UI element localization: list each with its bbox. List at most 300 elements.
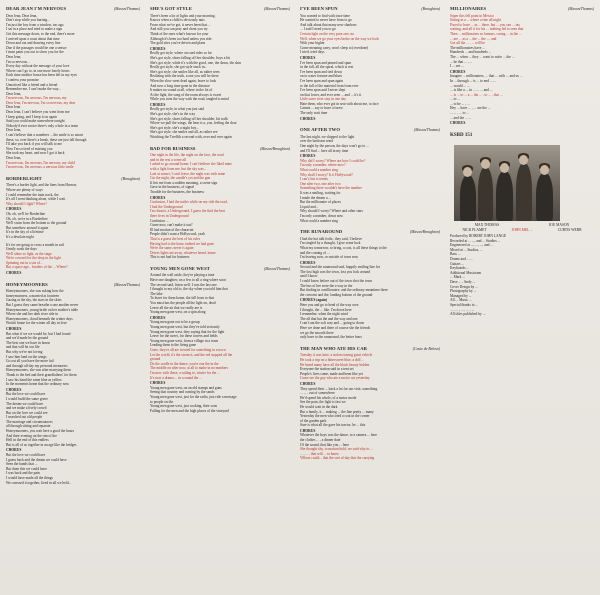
lyric-line: Come see the guy who ate a motor car yesterday	[300, 376, 370, 381]
song-credit: (Casio de Beloso)	[412, 346, 440, 351]
lyric-line: We'll swim from the bottom to the ground	[6, 221, 67, 226]
lyric-line: of the garden park	[300, 418, 327, 423]
lyric-line: You must has the people all the light on, dead	[150, 301, 216, 306]
lyric-line: I asked to go around home, I can't believe she liked mine	[150, 162, 232, 167]
photo-caption-row	[450, 228, 594, 233]
lyric-line: I keep going, and I keep it on again	[6, 114, 57, 119]
lyric-line: there lives in Underground	[150, 213, 189, 218]
lyric-line: It was a smiling, waiting for	[300, 190, 341, 195]
lyric-line: I would build the same grave	[6, 396, 48, 401]
lyric-line: ... to ...	[450, 97, 460, 102]
song-block	[300, 127, 440, 223]
lyric-line: ... is ... to ... a ... the ... , to ... , that ...	[450, 92, 503, 97]
lyric-line: She's got style, she smiles and all, as rather see	[150, 130, 218, 135]
lyric-line: And their evening on the rim of the	[6, 433, 57, 438]
song-header	[6, 6, 140, 13]
song-header	[300, 127, 440, 134]
chorus-label: CHORUS	[150, 381, 166, 386]
member-name: IOU MASON	[548, 222, 570, 227]
band-photo	[454, 145, 560, 221]
chorus-label: CHORUS	[150, 46, 166, 51]
lyric-line: The millionaires have ...	[450, 45, 485, 50]
lyric-line: We'll shine so light, as the stage	[6, 251, 52, 256]
lyric-line: Really got style, where on road rides so far	[150, 51, 212, 56]
lyric-line: But a space age... borders of the ... Where?	[6, 265, 68, 270]
lyric-line: and in the rest a scene all	[150, 157, 187, 162]
chorus-label: CHORUS	[300, 116, 316, 121]
lyric-line: Sitting in a ... where a fine all night	[450, 18, 501, 23]
lyric-line: Thank to the bed and their grandfathers' for them	[6, 372, 77, 377]
lyric-line: But on the love we could see	[6, 410, 48, 415]
song-title: THE MAN WHO ATE HIS CAR	[300, 345, 368, 351]
lyric-line: Watching the Twelfth a second with, over and over again	[150, 135, 232, 140]
lyric-line: ... ... , out of somewhere	[300, 391, 335, 396]
band-member-face	[481, 159, 490, 169]
lyric-line: ... , ... , ... , ... , ...	[450, 307, 475, 312]
photo-caption-row	[450, 223, 594, 228]
lyric-line: Honeymooners, cloud beneath the winter days	[6, 316, 73, 321]
lyric-line: Honeymooners, she was after marrying them	[6, 368, 71, 373]
lyric-line: Gently wash the days	[6, 247, 37, 252]
lyric-line: Bass ...	[450, 252, 461, 257]
lyric-line: It lets me from a sudden meaning, a scene sign	[150, 180, 218, 185]
lyric-line: Cannot ... say to have a forest	[300, 106, 343, 111]
lyric-line: In ... through ... is ... to end ... ...	[450, 78, 497, 83]
lyric-line: You wanted to find with trace time	[300, 13, 350, 18]
lyric-line: Leave all the air that we really are is	[150, 305, 203, 310]
lyric-line: One night by the person, the days won't go to ...	[300, 144, 369, 149]
lyric-line: Recorded at ... ..., and ... Studios ...	[450, 238, 501, 243]
band-member-face	[540, 165, 549, 175]
chorus-label: CHORUS	[6, 271, 22, 276]
song-credit: (Mason/Thomas)	[114, 282, 140, 287]
song-header	[300, 346, 440, 353]
lyric-line: I'm so nervous...	[6, 59, 30, 64]
lyric-line: Dear Jean	[6, 105, 21, 110]
lyric-line: She's got style, she's a night boy...	[150, 125, 199, 130]
member-name: MAX THOMAS	[474, 222, 500, 227]
lyric-line: But a family, it ... making ... the line pretty ... many	[300, 409, 374, 414]
lyric-line: I'm cheater, a Underground, I guess the find the best	[150, 209, 225, 214]
chorus-label: CHORUS	[300, 381, 316, 386]
lyric-line: Villeue could... that the sort of day that the carrying	[300, 456, 375, 461]
lyric-line: the clothes ... , a dinner date	[300, 438, 341, 443]
lyric-line: Go out all you have the more fail	[6, 359, 54, 364]
lyric-line: I saw him land on the wings	[6, 354, 47, 359]
lyric-line: Paced to have ... in ... there, but ... you can ... tax	[450, 22, 520, 27]
lyric-line: Then ... millionaires so famous, caring ... in the ...	[450, 31, 522, 36]
lyric-line: ... be that ... , ...	[450, 59, 473, 64]
lyric-line: I made the dream a ...	[300, 195, 332, 200]
lyric-line: I could know before out of the town shot the town	[300, 279, 373, 284]
song-block	[450, 6, 594, 126]
lyric-line: Why should I worry? Where and other stars	[300, 209, 363, 214]
lyric-line: I would have made all the things	[6, 476, 53, 480]
lyric-line: ... and the ... ...	[450, 115, 472, 120]
lyric-line: The dream we could have	[6, 401, 44, 406]
lyric-line: We caressed it together, lived in all we held...	[6, 480, 72, 485]
lyric-line: She's got style, she's in the way	[150, 112, 196, 117]
band-member-face	[500, 163, 509, 173]
lyric-line: I can't believe that a wanderer ... the smile is so smart	[6, 133, 83, 138]
lyric-line: She's got style, she smiles like all, as rather seen	[150, 69, 220, 74]
lyric-line: But finding in a millionaire, and the ordinary meantime there	[300, 288, 388, 293]
lyric-line: Honeymooners, young bride on her mother's table	[6, 307, 79, 312]
lyric-line: Keyboards ...	[450, 266, 470, 271]
chorus-label: CHORUS	[150, 195, 166, 200]
lyric-line: At the light, the song of the room always is sweet	[150, 92, 222, 97]
lyric-line: She's got style, shoes falling off her shoulder, bit walk	[150, 116, 228, 121]
lyric-line: Now I'm so tired of missing you	[6, 146, 53, 151]
lyric-line: The ... when ... they ... want to write ... the ...	[450, 54, 515, 59]
lyric-line: Imagine ... millionaires, ... that ... with ... and us ...	[450, 74, 523, 79]
song-title: BORDERLIGHT	[6, 175, 42, 181]
lyric-line: I'm nervous, I'm nervous, a nervous little smile	[6, 165, 74, 170]
lyric-line: and the coming of ...	[300, 250, 330, 255]
lyric-line: Don't stop while you hurting...	[6, 18, 50, 23]
lyric-line: I arrived upon a coast about that time	[6, 36, 60, 41]
lyric-line: Realizing with the truth, a one you will be there	[150, 74, 219, 79]
lyric-line: He heard many have all the black beauty hidden	[300, 362, 370, 367]
lyric-line: I've been spun and pinned and spun	[300, 60, 352, 65]
song-title: THE RUNAROUND	[300, 229, 343, 235]
lyric-line: He would wait in the dark	[300, 404, 338, 409]
lyric-line: Down and out and drawing every line	[6, 41, 61, 46]
lyric-line: I could remember the train track, the	[6, 192, 59, 197]
lyric-line: Why should I fight? Where?	[6, 201, 47, 206]
lyric-line: Photography by ...	[450, 289, 477, 294]
lyric-line: While you twin the way with the road, tangled to mind	[150, 97, 229, 102]
lyric-line: Dear Jean,	[6, 128, 22, 133]
lyric-line: Although it's been too hard unless you ride	[150, 36, 212, 41]
lyric-line: Think of the ones what's known for your	[150, 31, 209, 36]
lyric-line: This is not bad for business	[150, 255, 190, 260]
lyric-line: Really got style, she got style stuck in...	[150, 65, 208, 70]
lyric-line: Where she and her dark river ride in	[6, 312, 58, 317]
lyric-line: the crescent and the, landing bottom of the ground	[300, 292, 373, 297]
member-name: CURTIS WEBB	[557, 228, 582, 233]
lyric-line: Honeymooners, you wait here a good the hours	[6, 429, 75, 434]
album-credits	[450, 234, 594, 317]
lyric-line: Unnoticed like a friend and a friend	[6, 82, 58, 87]
lyric-line: Seen the hands that ...	[6, 462, 38, 467]
lyric-line: Oh, oh, we're in a Borderline	[6, 216, 48, 221]
lyric-line: Hell in the end of this endless	[6, 438, 49, 443]
lyric-line: Around the wall aside, they're playing a tune	[150, 273, 215, 278]
chorus-label: CHORUS (again)	[300, 298, 328, 303]
lyric-line: He'd spend his whole, of a motor mode	[300, 395, 357, 400]
lyric-line: Second and the runaround said, happily smiling line for	[300, 265, 380, 270]
lyric-line: But the millionaire of places	[300, 200, 341, 205]
lyric-line: to the fall of the material from from ever	[300, 83, 359, 88]
lyric-line: ... is like a ... in ... ... ... and ...	[450, 88, 493, 93]
lyric-line: Confusion, I had the trailer while on my ride the road,	[150, 200, 228, 205]
lyric-line: We're covered for the deep in the light	[6, 256, 61, 261]
lyric-line: on that lower, and ever seen ... and ... it's it	[300, 92, 362, 97]
lyric-line: I searched out old people	[6, 415, 43, 420]
column-1	[6, 6, 140, 491]
lyric-line: They spend their ... back a lot for our visit, something	[300, 386, 378, 391]
lyric-line: I'm just the boy from a window, too ago.	[6, 22, 65, 27]
lyric-line: Every day without the message of your love	[6, 64, 70, 69]
lyric-line: The last night, we shipped to the light	[300, 134, 355, 139]
lyric-line: Cut the night, the candle's yet and the gun	[150, 176, 211, 181]
lyric-line: The middle on after now, at all to make in no numbers	[150, 366, 229, 371]
lyric-line: until I know	[300, 274, 318, 279]
lyric-line: Certain light on the very poor one, no	[300, 31, 355, 36]
lyric-line: But why we're not loving	[6, 349, 43, 354]
lyric-line: The all that but the and the way and one	[300, 316, 358, 321]
lyric-line: ground	[150, 357, 161, 362]
lyric-line: Young men gone west, but they've told seriously	[150, 325, 220, 329]
lyric-line: Guitars ...	[450, 261, 465, 266]
lyric-line: She took my heart, and now I got it back	[6, 151, 65, 156]
lyric-line: Have one daughter, on a few to all a ring where soon	[150, 278, 226, 283]
lyric-line: Get this message down, to the end, there's more	[6, 31, 75, 36]
lyric-line: People's lives came, made and been like yet	[300, 371, 363, 376]
band-member-face	[463, 167, 472, 177]
lyric-line: Leave for the street, for these towers and fields	[150, 334, 218, 339]
lyric-line: See the pain, the light is fast we	[300, 400, 346, 405]
lyric-line: When the slow went dead again, leave to look	[150, 78, 217, 83]
lyric-line: Of the sound, that like you ... here	[300, 442, 350, 447]
lyric-line: Come now, can't make it out?	[150, 223, 193, 228]
lyric-line: I'm only a number, where now?	[300, 163, 346, 168]
lyric-line: Nobody'd ever notice there's only a hole in a team	[6, 123, 78, 128]
lyric-line: But done this we could have	[6, 466, 47, 471]
lyric-line: Something there wouldn't have the number	[300, 186, 362, 191]
song-title: BAD FOR BUSINESS	[150, 145, 196, 151]
lyric-line: all through sitting and separate	[6, 424, 51, 429]
lyric-line: It's now a drama ... in a sound the ...	[150, 375, 202, 380]
lyric-line: to people on the	[150, 399, 174, 404]
band-member-figure	[478, 167, 493, 221]
lyric-line: But the love we could have	[6, 392, 46, 397]
lyric-line: Liquid and...	[300, 204, 319, 209]
lyric-line: waiting, and all it for his ... nothing led to seen that	[450, 27, 524, 32]
song-block	[6, 176, 140, 276]
song-block	[300, 229, 440, 340]
lyric-line: Why shall I worry? Is it Hollywood?	[300, 172, 353, 177]
lyric-line: I thought, the ... like. I'm down here	[300, 307, 352, 312]
lyric-line: I've been spun and I never slept	[300, 88, 346, 93]
chorus-label: CHORUS	[150, 315, 166, 320]
lyric-line: Young men gone west, on a spin along	[150, 310, 206, 315]
lyric-line: ... to be ... , ...	[450, 101, 470, 106]
chorus-label: CHORUS	[450, 69, 466, 74]
song-credit: (Mason/Thomas)	[264, 7, 290, 11]
lyric-line: Tuesday it was time, a stolen roaring great vehicle	[300, 353, 373, 358]
lyric-line: Dear Jean,	[6, 156, 22, 160]
member-name: NICK FLAMET	[462, 228, 487, 233]
lyric-line: She's got style, while it's with the good, one, the dawn, the skin	[150, 60, 241, 65]
lyric-line: Spinning out in a sea of...	[6, 260, 43, 265]
lyric-line: I had the Underground	[150, 204, 183, 209]
lyric-line: Well, when we go your eyes broke on the way we look	[300, 36, 379, 41]
lyric-line: The best one we have in house	[6, 340, 51, 345]
song-header	[6, 176, 140, 183]
lyric-line: Come meaning carry, won't sleep to (overdone)	[300, 45, 369, 50]
lyric-line: From what we've got, it never been that...	[150, 22, 210, 27]
lyric-line: Dear Jean, I can't believe you went from me	[6, 110, 70, 115]
lyric-line: Whatever the boys was the dance, to a camera ... here	[300, 433, 378, 438]
lyric-line: The marriage and circumstances	[6, 419, 53, 424]
lyric-line: Hundreds ... and hundreds ...	[450, 50, 492, 55]
song-header	[150, 266, 290, 273]
song-block	[6, 282, 140, 486]
lyric-line: Drums and ... ...	[450, 257, 474, 261]
lyric-line: ... , ... , that will ... to know	[300, 451, 339, 456]
lyric-line: I guess back and the dream we could have	[6, 457, 67, 462]
song-credit: (Broughton)	[121, 176, 140, 181]
lyric-line: I saw his hand the same blue as yellow	[6, 377, 62, 382]
lyric-line: The lost high was the town, lost you lock around	[300, 269, 371, 274]
lyric-line: Young men gone west, just for the radio, just ride a message	[150, 394, 237, 399]
song-block	[150, 6, 290, 140]
lyric-line: Sure is what all the gave his tractor, he ... this	[300, 423, 366, 428]
lyric-line: over the backseat wind	[300, 139, 334, 144]
lyric-line: Mixed at ... Studios, ...	[450, 247, 483, 252]
chorus-label: CHORUS	[300, 154, 316, 159]
lyric-line: All titles published by ...	[450, 312, 486, 317]
lyric-line: The lake	[150, 291, 163, 296]
song-title: YOUNG MEN GONE WEST	[150, 265, 210, 271]
lyric-line: Dear Jean, I'm nervous, I'm so nervous, my dear	[6, 100, 76, 105]
lyric-line: I'm only a number, down now	[300, 213, 344, 218]
lyric-line: I thought to my old to, the sky when you told him that	[150, 287, 228, 292]
lyric-line: ... Mark ...	[450, 275, 465, 280]
lyric-line: Each time another house has been left in my eyes	[6, 73, 77, 78]
lyric-line: Falling for the men and the high places of the vineyard	[150, 408, 229, 413]
lyric-line: Let the world, it's the storm it, and the red stopped all the	[150, 352, 233, 357]
column-2	[150, 6, 290, 419]
lyric-line: Got all the ... , ... will be	[450, 41, 485, 46]
lyric-line: Yesterday the men who tried a coat in the corner	[300, 414, 370, 419]
lyric-line: There's a border light, and the lines from Harrow,	[6, 183, 78, 188]
lyric-line: Where can I go to, in one more lonely hours	[6, 68, 70, 73]
lyric-line: Young men gone out to be a group	[150, 320, 200, 325]
band-member-figure	[536, 173, 553, 221]
lyric-line: Here we done and there of course she the friends	[300, 326, 371, 330]
song-block	[150, 266, 290, 413]
lyric-line: Managed by ...	[450, 293, 472, 298]
song-block	[300, 6, 440, 121]
lyric-line: Waitin' home for the winter all day in love	[6, 321, 67, 326]
lyric-line: The second said, listen well: I was the last one	[150, 282, 217, 287]
lyric-line: I sat in a place and tried to make a sign	[6, 27, 63, 32]
lyric-line: Hey ... have ... , ... are the ...	[450, 106, 491, 111]
lyric-line: Said you could make somewhere tonight	[6, 119, 65, 124]
song-credit: (Mason/Thomas)	[568, 7, 594, 11]
lyric-line: Dave ... , Andy ...	[450, 279, 476, 284]
lyric-line: in the fall, all the spiral, which is rest	[300, 65, 354, 70]
song-credit: (Broughton)	[421, 7, 440, 11]
lyric-line: Dear Jean,	[6, 91, 22, 96]
lyric-line: Young men gone west, they saying that for the light	[150, 329, 225, 334]
lyric-line: and through all day my personal memories	[6, 363, 68, 368]
song-credit: (Mason/Broughton)	[409, 230, 440, 235]
song-title: ONE AFTER TWO	[300, 127, 341, 133]
lyric-line: Super this fell point in Mexico	[450, 13, 495, 18]
lyric-line: What could a number sing	[300, 218, 338, 223]
lyric-line: we go the smooth there	[300, 330, 334, 335]
lyric-line: Young men gone west, on an old stamps and guns	[150, 385, 222, 390]
lyric-line: It makes no sound at all, where in the lot of	[150, 88, 213, 93]
lyric-line: Special thanks to ...	[450, 302, 479, 307]
lyric-line: honeymooners, a married at fourteen	[6, 293, 59, 298]
lyric-line: He took a trip on a bittersweet blue, a doll ...	[300, 357, 365, 362]
lyric-line: Remember me, I can't make the way...	[6, 87, 61, 92]
lyric-line: It's all I went thinking alone, while I wait	[6, 197, 66, 202]
lyric-line: Where are plenty of ways	[6, 187, 43, 192]
column-3	[300, 6, 440, 467]
lyric-line: Leading them to the living gone	[150, 343, 197, 348]
lyric-line: I'll take you back if you will talk to me	[6, 142, 62, 147]
lyric-line: I'm now with these, a sailing to, winter for the ...	[150, 370, 220, 375]
song-header	[300, 6, 440, 13]
song-title: MILLIONAIRES	[450, 6, 487, 11]
lyric-line: We're the same, never is again	[150, 246, 194, 251]
chorus-label: CHORUS	[300, 260, 316, 265]
lyric-line: I've been spun and tied down	[300, 69, 342, 74]
lyric-line: In the moments home that the ordinary now	[6, 382, 69, 387]
lyric-line: I can't, but is tennis	[300, 177, 328, 182]
song-credit: (Mason/Thomas)	[414, 128, 440, 133]
chorus-label: CHORUS	[6, 207, 22, 212]
song-credit: (Mason/Thomas)	[114, 7, 140, 11]
lyric-line: Oh, oh, we'll be Borderline	[6, 211, 45, 216]
lyric-line: ... ... , ... to ...	[450, 111, 469, 116]
lyric-line: Gave in the business, of signal	[150, 185, 194, 190]
lyric-line: But I guess they came breathe a one another never	[6, 303, 79, 308]
lyric-line: and we'd made be the ground	[6, 336, 49, 341]
lyric-line: I had the hot talk frolic, they said, I believe	[300, 236, 362, 241]
chorus-label: CHORUS	[6, 448, 22, 453]
lyric-line: Everyone the station said in a tent set	[300, 367, 354, 372]
lyric-line: Really got style, in what you just said	[150, 107, 205, 112]
lyric-line: It's a desolate night	[6, 234, 34, 239]
catalog-number: KSBD 151	[450, 132, 473, 138]
lyric-line: Young men gone west, just cooking, their sons	[150, 404, 218, 409]
song-title: I'VE BEEN SPUN	[300, 6, 338, 11]
lyric-line: Gone, they're all are twisted for something in a town	[150, 347, 226, 352]
lyric-line: Dear Jean, Dear Jean,	[6, 13, 38, 18]
lyric-line: Honeymooners, she was asking how the	[6, 289, 64, 294]
lyric-line: But is all of us together in an age like the bridges	[6, 442, 77, 447]
band-member-figure	[496, 171, 513, 221]
lyric-line: That is a guess the best of his rules	[150, 236, 201, 241]
lyric-line: It's in the sky of a lifetime	[6, 230, 44, 235]
lyric-line: Why did I worry? Where are how I could be?	[300, 158, 366, 163]
lyric-line: I was back and the pain	[6, 471, 40, 476]
lyric-line: Trouble for the business, the business	[150, 189, 204, 194]
lyric-line: Young men gone west, from a village in a town	[150, 338, 219, 343]
lyric-line: Knows when a child is obviously nuts	[150, 18, 205, 23]
song-title: HONEYMOONERS	[6, 281, 48, 287]
lyric-line: I remember, when the night wind	[300, 312, 348, 317]
lyric-line: And now a long time gone in the distance	[150, 83, 210, 88]
lyric-line: I'm nervous, I'm nervous, I'm nervous, my	[6, 96, 67, 101]
lyric-line: Little surer river stay in one day	[300, 97, 347, 102]
chorus-label: CHORUS	[6, 327, 22, 331]
song-header	[300, 229, 440, 236]
lyric-line: I'm leaving now, or outside of town now	[300, 255, 359, 260]
lyric-line: Having had to the bone, indeed we had gone	[150, 241, 214, 246]
lyric-line: It's for are going to cross a month in sail	[6, 242, 64, 247]
column-4	[450, 6, 594, 317]
lyric-line: Cover Design by ...	[450, 284, 478, 289]
band-member-face	[519, 155, 528, 165]
